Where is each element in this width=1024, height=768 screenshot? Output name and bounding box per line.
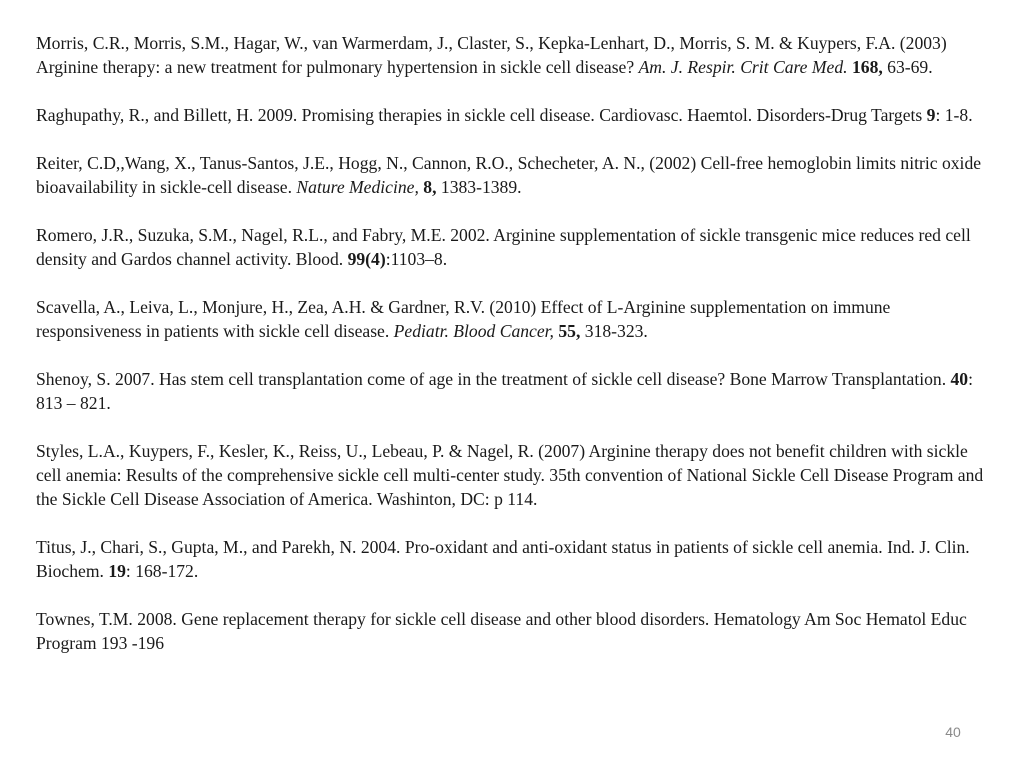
reference-item — [36, 535, 996, 583]
reference-list — [36, 31, 996, 679]
reference-item — [36, 223, 996, 271]
reference-item — [36, 151, 996, 199]
reference-item — [36, 439, 996, 511]
reference-journal: Pediatr. Blood Cancer, — [393, 321, 554, 341]
reference-text: Titus, J., Chari, S., Gupta, M., and Parekh, N. 2004. Pro-oxidant and anti-oxidant status in patients of sickle cell anemia. Ind. J. Clin. Biochem. — [36, 537, 970, 581]
reference-pages: 318-323. — [580, 321, 648, 341]
reference-volume: 19 — [108, 561, 126, 581]
reference-pages: : 1-8. — [935, 105, 973, 125]
reference-volume: 40 — [950, 369, 969, 389]
reference-text: Shenoy, S. 2007. Has stem cell transplantation come of age in the treatment of sickle cell disease? Bone Marrow Transplantation. — [36, 369, 951, 389]
reference-volume: 8, — [423, 177, 437, 197]
reference-pages: 1383-1389. — [436, 177, 522, 197]
reference-text: Reiter, C.D,,Wang, X., Tanus-Santos, J.E., Hogg, N., Cannon, R.O., Schecheter, A. N., (2002) Cell-free hemoglobin limits nitric oxide bioavailability in sickle-cell disease. — [36, 153, 982, 197]
reference-journal: Nature Medicine, — [296, 177, 419, 197]
reference-volume: 99(4) — [347, 249, 386, 269]
reference-pages: :1103–8. — [385, 249, 448, 269]
reference-item — [36, 607, 996, 655]
reference-item — [36, 295, 996, 343]
reference-text: Styles, L.A., Kuypers, F., Kesler, K., Reiss, U., Lebeau, P. & Nagel, R. (2007) Arginine therapy does not benefit children with sickle cell anemia: Results of the comprehensive sickle cell multi-center study. 35th convention of National Sickle Cell Disease Program and the Sickle Cell Disease Association of America. Washinton, DC: p 114. — [36, 441, 984, 509]
reference-text: Romero, J.R., Suzuka, S.M., Nagel, R.L., and Fabry, M.E. 2002. Arginine supplementation of sickle transgenic mice reduces red cell density and Gardos channel activity. Blood. — [36, 225, 971, 269]
reference-pages: : 813 – 821. — [36, 369, 973, 413]
reference-item — [36, 31, 996, 79]
reference-item — [36, 367, 996, 415]
reference-pages: 63-69. — [882, 57, 933, 77]
slide-number: 40 — [945, 724, 961, 740]
reference-text: Townes, T.M. 2008. Gene replacement therapy for sickle cell disease and other blood disorders. Hematology Am Soc Hematol Educ Program 193 -196 — [36, 609, 967, 653]
reference-text: Morris, C.R., Morris, S.M., Hagar, W., van Warmerdam, J., Claster, S., Kepka-Lenhart, D., Morris, S. M. & Kuypers, F.A. (2003) Arginine therapy: a new treatment for pulmonary hypertension in sickle cell disease? — [36, 33, 947, 77]
reference-text: Raghupathy, R., and Billett, H. 2009. Promising therapies in sickle cell disease. Cardiovasc. Haemtol. Disorders-Drug Targets — [36, 105, 927, 125]
reference-pages: : 168-172. — [125, 561, 199, 581]
reference-text: Scavella, A., Leiva, L., Monjure, H., Zea, A.H. & Gardner, R.V. (2010) Effect of L-Arginine supplementation on immune responsiveness in patients with sickle cell disease. — [36, 297, 891, 341]
reference-volume: 168, — [851, 57, 883, 77]
reference-volume: 55, — [558, 321, 581, 341]
reference-journal: Am. J. Respir. Crit Care Med. — [638, 57, 848, 77]
reference-item — [36, 103, 996, 127]
reference-volume: 9 — [926, 105, 936, 125]
